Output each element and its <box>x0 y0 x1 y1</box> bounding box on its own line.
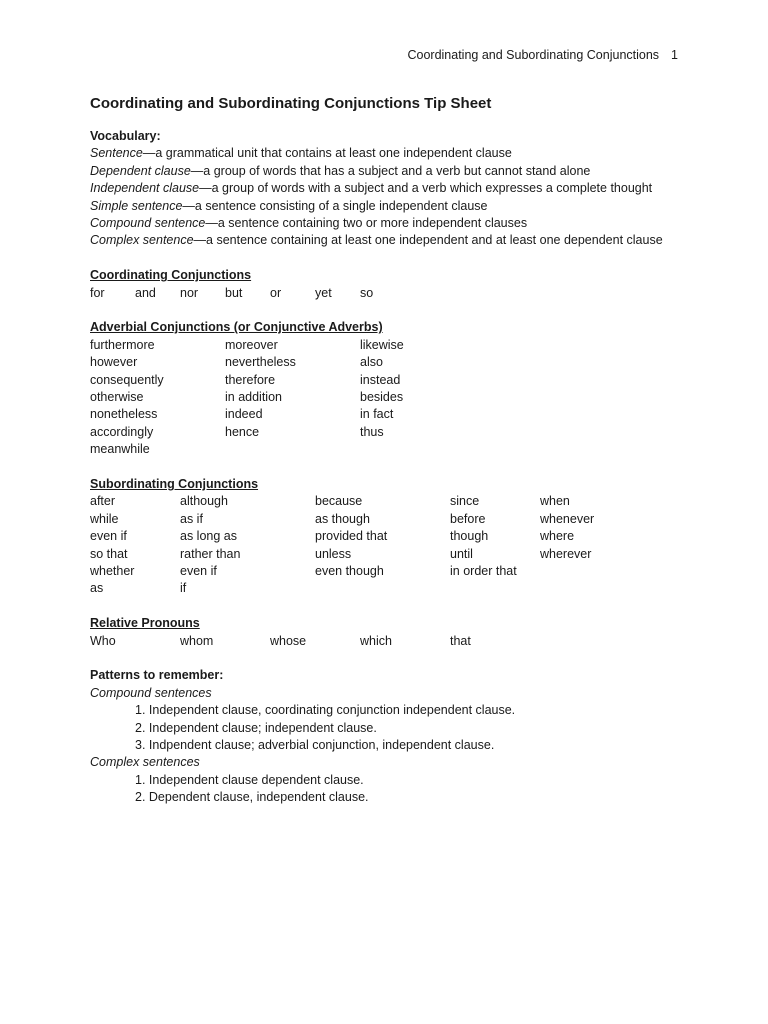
subordinating-word: in order that <box>450 563 517 578</box>
vocab-definition: —a grammatical unit that contains at least one independent clause <box>142 146 512 161</box>
adverbial-heading: Adverbial Conjunctions (or Conjunctive Adverbs) <box>90 320 383 335</box>
pattern-item: 3. Indpendent clause; adverbial conjunction, independent clause. <box>135 737 495 752</box>
subordinating-word: since <box>450 494 480 509</box>
compound-label: Compound sentences <box>90 685 212 700</box>
relative-pronoun: which <box>360 633 392 648</box>
vocabulary-list <box>90 145 690 249</box>
adverbial-word: also <box>360 355 383 370</box>
relative-pronoun: Who <box>90 633 116 648</box>
page-number: 1 <box>671 48 678 62</box>
adverbial-word: besides <box>360 390 404 404</box>
pattern-item: 1. Independent clause dependent clause. <box>135 772 364 787</box>
vocab-item <box>90 215 690 232</box>
subordinating-word: as long as <box>180 529 237 544</box>
vocab-term: Dependent clause <box>90 163 191 178</box>
adverbial-table <box>90 337 690 459</box>
vocab-term: Compound sentence <box>90 216 206 231</box>
subordinating-word: so that <box>90 546 128 561</box>
coordinating-word: for <box>90 285 105 300</box>
adverbial-row <box>90 337 690 354</box>
subordinating-word: while <box>90 511 119 526</box>
subordinating-word: before <box>450 511 486 526</box>
coordinating-row <box>90 285 690 302</box>
subordinating-word: when <box>540 494 570 509</box>
subordinating-row <box>90 580 690 597</box>
subordinating-row <box>90 511 690 528</box>
subordinating-word: where <box>540 529 575 544</box>
adverbial-word: nevertheless <box>225 355 296 370</box>
vocab-definition: —a sentence containing two or more independent clauses <box>205 216 528 231</box>
vocab-item <box>90 145 690 162</box>
coordinating-word: or <box>270 285 282 300</box>
adverbial-word: thus <box>360 424 384 439</box>
vocab-term: Sentence <box>90 146 143 161</box>
vocab-item <box>90 180 690 197</box>
vocab-definition: —a sentence containing at least one independent and at least one dependent clause <box>193 233 663 248</box>
relative-pronoun: whose <box>270 633 307 648</box>
subordinating-word <box>315 580 450 597</box>
subordinating-word: whenever <box>540 511 595 526</box>
vocab-term: Independent clause <box>90 181 200 196</box>
adverbial-row <box>90 406 690 423</box>
adverbial-row <box>90 354 690 371</box>
subordinating-word <box>450 580 540 597</box>
subordinating-word: after <box>90 494 116 509</box>
running-title: Coordinating and Subordinating Conjunctions <box>407 48 660 62</box>
relative-pronoun: whom <box>180 633 214 648</box>
vocab-definition: —a group of words with a subject and a verb which expresses a complete thought <box>199 181 653 196</box>
adverbial-word: therefore <box>225 372 276 387</box>
adverbial-word: hence <box>225 424 260 439</box>
subordinating-word: wherever <box>540 546 592 561</box>
adverbial-word: accordingly <box>90 424 154 439</box>
adverbial-word: moreover <box>225 337 278 352</box>
coordinating-word: yet <box>315 285 332 300</box>
subordinating-word: as if <box>180 511 203 526</box>
subordinating-word: as though <box>315 511 370 526</box>
adverbial-word: consequently <box>90 372 164 387</box>
adverbial-word: in addition <box>225 390 282 404</box>
adverbial-word: otherwise <box>90 390 144 404</box>
subordinating-row <box>90 563 690 580</box>
subordinating-word: even if <box>90 529 127 544</box>
adverbial-row <box>90 441 690 458</box>
adverbial-word: however <box>90 355 138 370</box>
pattern-item: 2. Dependent clause, independent clause. <box>135 790 369 805</box>
adverbial-word <box>225 441 360 458</box>
page-title: Coordinating and Subordinating Conjunctions Tip Sheet <box>90 95 492 112</box>
complex-label: Complex sentences <box>90 755 200 770</box>
adverbial-row <box>90 424 690 441</box>
subordinating-word: rather than <box>180 546 241 561</box>
relative-pronoun: that <box>450 633 471 648</box>
vocab-definition: —a sentence consisting of a single independent clause <box>182 198 488 213</box>
adverbial-word: likewise <box>360 337 404 352</box>
vocab-definition: —a group of words that has a subject and a verb but cannot stand alone <box>190 163 591 178</box>
subordinating-word: if <box>180 581 187 596</box>
vocab-item <box>90 198 690 215</box>
vocab-item <box>90 163 690 180</box>
subordinating-word: because <box>315 494 363 509</box>
subordinating-word: although <box>180 494 228 509</box>
subordinating-heading: Subordinating Conjunctions <box>90 476 259 491</box>
vocabulary-heading: Vocabulary: <box>90 129 161 143</box>
coordinating-heading: Coordinating Conjunctions <box>90 268 252 283</box>
subordinating-row <box>90 528 690 545</box>
subordinating-row <box>90 493 690 510</box>
subordinating-word: until <box>450 546 473 561</box>
adverbial-word: indeed <box>225 407 263 422</box>
coordinating-word: so <box>360 285 374 300</box>
adverbial-word: instead <box>360 372 401 387</box>
subordinating-word: even if <box>180 563 217 578</box>
subordinating-word: though <box>450 529 489 544</box>
subordinating-table <box>90 493 690 597</box>
coordinating-word: and <box>135 285 156 300</box>
adverbial-row <box>90 389 690 406</box>
adverbial-word: furthermore <box>90 337 155 352</box>
document-body <box>90 94 690 807</box>
subordinating-word: provided that <box>315 529 388 544</box>
relative-pronouns-row <box>90 633 690 650</box>
subordinating-word: whether <box>90 563 135 578</box>
coordinating-word: but <box>225 285 243 300</box>
adverbial-word: in fact <box>360 407 394 422</box>
pattern-item: 1. Independent clause, coordinating conjunction independent clause. <box>135 703 516 718</box>
adverbial-row <box>90 372 690 389</box>
adverbial-word: meanwhile <box>90 442 150 457</box>
vocab-item <box>90 232 690 249</box>
pattern-item: 2. Independent clause; independent clause. <box>135 720 377 735</box>
subordinating-row <box>90 546 690 563</box>
vocab-term: Complex sentence <box>90 233 194 248</box>
patterns-heading: Patterns to remember: <box>90 668 224 683</box>
running-header <box>407 48 678 62</box>
vocab-term: Simple sentence <box>90 198 183 213</box>
relative-pronouns-heading: Relative Pronouns <box>90 616 200 631</box>
subordinating-word: as <box>90 581 104 596</box>
subordinating-word: even though <box>315 563 384 578</box>
adverbial-word: nonetheless <box>90 407 158 422</box>
coordinating-word: nor <box>180 285 199 300</box>
subordinating-word: unless <box>315 546 352 561</box>
